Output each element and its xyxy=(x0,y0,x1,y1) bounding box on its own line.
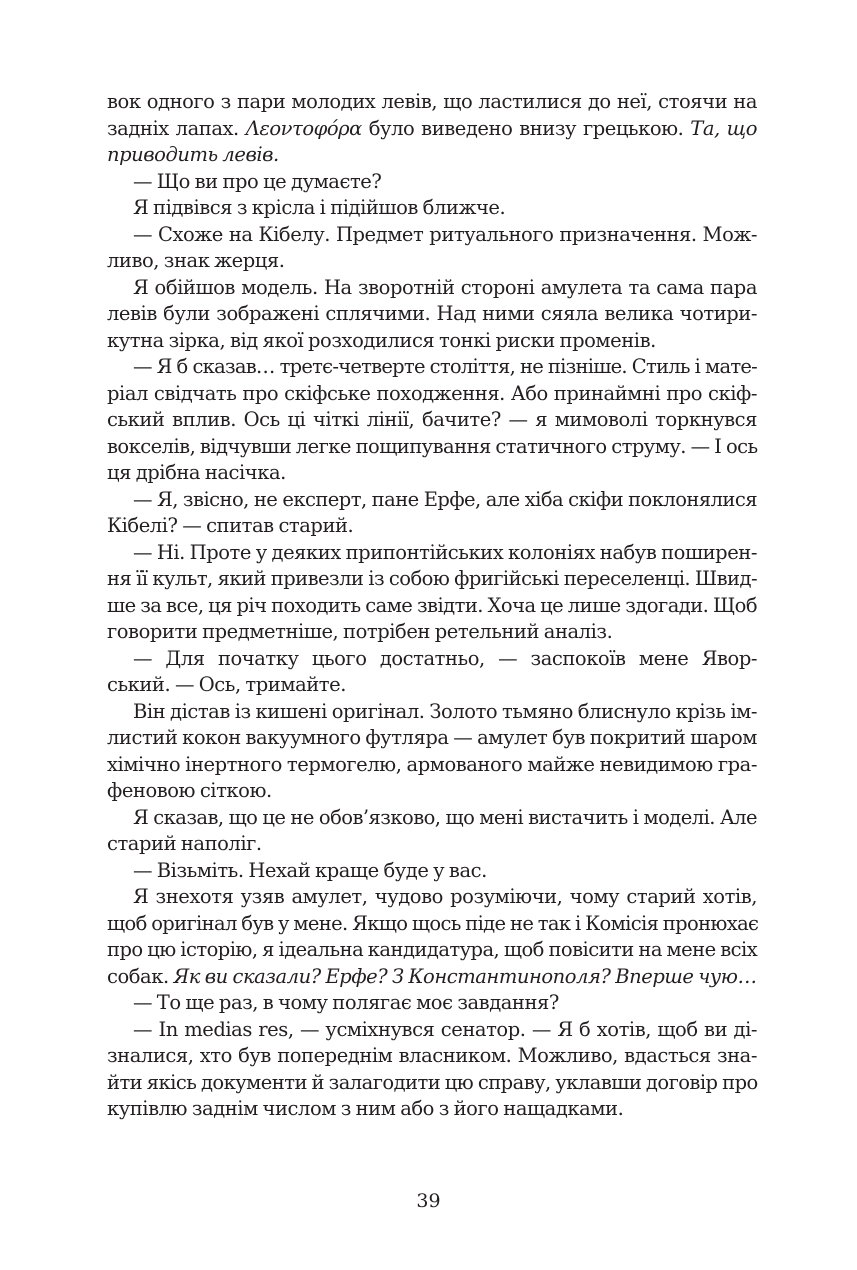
text-line: — Ні. Проте у деяких припонтійських колоніях набув поширен- xyxy=(133,540,757,564)
italic-translation: Та, що xyxy=(690,116,757,140)
text-line xyxy=(107,142,757,169)
text-line: Кібелі? — спитав старий. xyxy=(107,514,354,537)
text-line: Він дістав із кишені оригінал. Золото тьмяно блиснуло крізь ім- xyxy=(133,699,757,723)
text-line: щоб оригінал був у мене. Якщо щось піде не так і Комісія пронюхає xyxy=(107,911,759,935)
text-segment: задніх лапах. xyxy=(107,116,246,140)
text-segment: було виведено внизу грецькою. xyxy=(361,116,691,140)
page-number: 39 xyxy=(416,1190,441,1212)
text-line: вок одного з пари молодих левів, що ластилися до неї, стоячи на xyxy=(107,90,757,113)
text-line: йти якісь документи й залагодити цю справу, уклавши договір про xyxy=(107,1070,758,1094)
greek-word: Λεοντοφόρα xyxy=(245,116,362,140)
text-segment: собак. xyxy=(107,964,174,988)
text-line xyxy=(107,116,757,143)
text-line: кутна зірка, від якої розходилися тонкі риски променів. xyxy=(107,328,656,352)
text-line: ський. — Ось, тримайте. xyxy=(107,673,346,696)
text-line: вокселів, відчувши легке пощипування статичного струму. — І ось xyxy=(107,434,758,458)
text-line: зналися, хто був попереднім власником. Можливо, вдасться зна- xyxy=(107,1044,757,1067)
text-line: Я знехотя узяв амулет, чудово розуміючи, чому старий хотів, xyxy=(133,885,757,908)
text-line: — Що ви про це думаєте? xyxy=(133,169,382,193)
text-line: старий наполіг. xyxy=(107,832,262,855)
text-line: купівлю заднім числом з ним або з його нащадками. xyxy=(107,1097,624,1120)
text-line: ський вплив. Ось ці чіткі лінії, бачите? — я мимоволі торкнувся xyxy=(107,408,757,431)
text-line: — Я б сказав… третє-четверте століття, не пізніше. Стиль і мате- xyxy=(133,355,757,378)
text-line: — Я, звісно, не експерт, пане Ерфе, але хіба скіфи поклонялися xyxy=(133,487,757,511)
page-body xyxy=(107,89,757,1123)
text-line: листий кокон вакуумного футляра — амулет був покритий шаром xyxy=(107,726,757,749)
italic-thought: Як ви сказали? Ерфе? З Константинополя? Вперше чую… xyxy=(173,964,757,988)
text-line: феновою сіткою. xyxy=(107,779,272,802)
text-line: Я підвівся з крісла і підійшов ближче. xyxy=(133,196,506,219)
text-line: — In medias res, — усміхнувся сенатор. — Я б хотів, щоб ви ді- xyxy=(133,1017,757,1041)
text-line: ня її культ, який привезли із собою фригійські переселенці. Швид- xyxy=(107,567,757,590)
text-line: ливо, знак жерця. xyxy=(107,249,285,272)
text-line: хімічно інертного термогелю, армованого майже невидимою гра- xyxy=(107,752,757,776)
text-line: ця дрібна насічка. xyxy=(107,461,286,484)
text-line: — То ще раз, в чому полягає моє завдання? xyxy=(133,991,559,1014)
text-line: говорити предметніше, потрібен ретельний аналіз. xyxy=(107,620,613,643)
text-line: левів були зображені сплячими. Над ними сяяла велика чотири- xyxy=(107,302,757,325)
text-line: — Візьміть. Нехай краще буде у вас. xyxy=(133,858,487,882)
text-line xyxy=(107,964,757,991)
text-line: — Для початку цього достатньо, — заспокоїв мене Явор- xyxy=(133,646,757,670)
text-line: ше за все, ця річ походить саме звідти. Хоча це лише здогади. Щоб xyxy=(107,593,758,617)
text-line: ріал свідчать про скіфське походження. Або принаймні про скіф- xyxy=(107,381,757,405)
text-line: — Схоже на Кібелу. Предмет ритуального призначення. Мож- xyxy=(133,222,757,246)
text-line: Я обійшов модель. На зворотній стороні амулета та сама пара xyxy=(133,275,757,299)
text-line: про цю історію, я ідеальна кандидатура, щоб повісити на мене всіх xyxy=(107,938,758,961)
italic-translation: приводить левів. xyxy=(107,143,279,166)
text-line: Я сказав, що це не обов’язково, що мені вистачить і моделі. Але xyxy=(133,805,757,829)
